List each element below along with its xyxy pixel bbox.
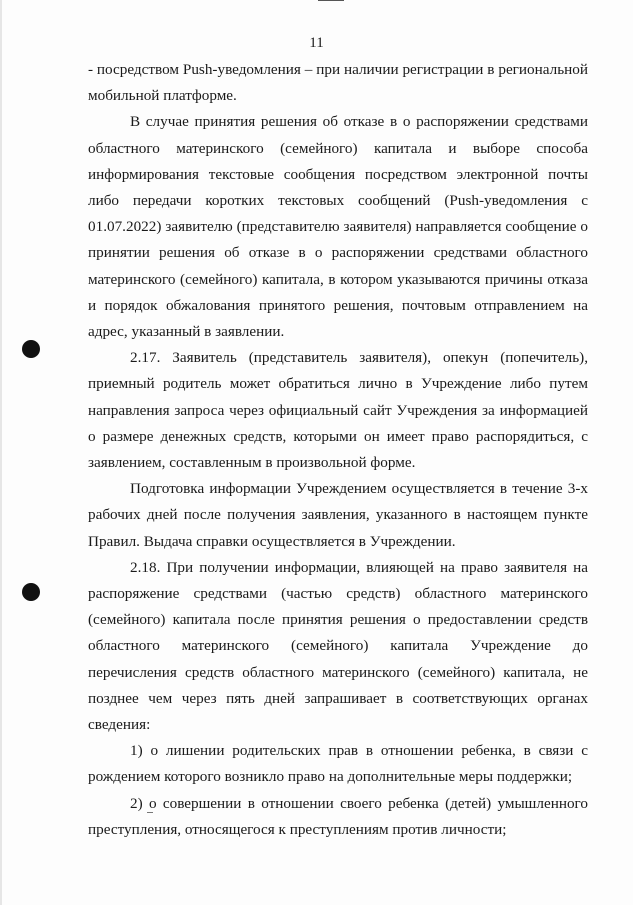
paragraph-2-18: 2.18. При получении информации, влияющей на право заявителя на распоряжение средствами (частью средств) областного материнского (семейного) капитала после принятия решения о предоставлении средств областного материнского (семейного) капитала Учреждение до перечисления средств областного материнского (семейного) капитала, не позднее чем через пять дней запрашивает в соответствующих органах сведения: <box>88 558 588 734</box>
list-item-1: 1) о лишении родительских прав в отношении ребенка, в связи с рождением которого возникло право на дополнительные меры поддержки; <box>88 742 588 786</box>
scan-top-mark <box>318 0 344 1</box>
scan-speck <box>147 812 153 813</box>
list-item-2: 2) о совершении в отношении своего ребенка (детей) умышленного преступления, относящегося к преступлениям против личности; <box>88 794 588 838</box>
paragraph-2-17: 2.17. Заявитель (представитель заявителя), опекун (попечитель), приемный родитель может обратиться лично в Учреждение либо путем направления запроса через официальный сайт Учреждения за информацией о размере денежных средств, которыми он имеет право распорядиться, с заявлением, составленным в произвольной форме. <box>88 349 588 472</box>
paragraph-information-preparation: Подготовка информации Учреждением осуществляется в течение 3-х рабочих дней после получения заявления, указанного в настоящем пункте Правил. Выдача справки осуществляется в Учреждении. <box>88 480 588 550</box>
page-number: 11 <box>309 35 324 51</box>
paragraph-push-notification: - посредством Push-уведомления – при наличии регистрации в региональной мобильной платформе. <box>88 61 588 105</box>
punch-hole-mark <box>22 583 40 601</box>
punch-hole-mark <box>22 340 40 358</box>
paragraph-refusal-decision: В случае принятия решения об отказе в о распоряжении средствами областного материнского (семейного) капитала и выборе способа информирования текстовые сообщения посредством электронной почты либо передачи коротких текстовых сообщений (Push-уведомления с 01.07.2022) заявителю (представителю заявителя) направляется сообщение о принятии решения об отказе в о распоряжении средствами областного материнского (семейного) капитала, в котором указываются причины отказа и порядок обжалования принятого решения, почтовым отправлением на адрес, указанный в заявлении. <box>88 113 588 341</box>
page-edge-shadow <box>0 0 2 905</box>
document-body <box>88 57 588 843</box>
